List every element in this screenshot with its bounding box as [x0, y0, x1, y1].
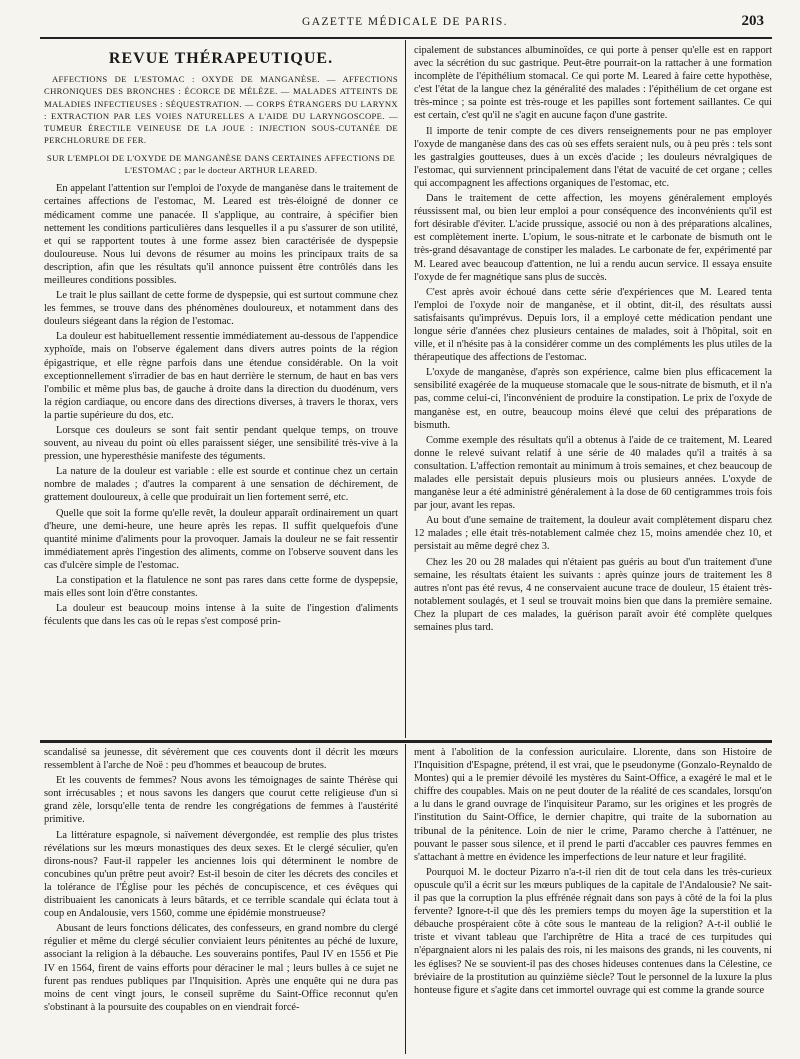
- paragraph: Comme exemple des résultats qu'il a obtenus à l'aide de ce traitement, M. Leared donne le relevé suivant relatif à une série de 40 malades qu'il a traités à sa consultation. L'affection remontait au minimum à trois semaines, et chez beaucoup de malades elle persistait depuis plusieurs mois ou plusieurs années. L'oxyde de manganèse leur a été administré généralement à la dose de 60 centigrammes trois fois par jour, avant les repas.: [414, 434, 772, 512]
- paragraph: C'est après avoir échoué dans cette série d'expériences que M. Leared tenta l'emploi de l'oxyde noir de manganèse, et il obtint, dit-il, des résultats aussi satisfaisants qu'imprévus. Depuis lors, il a employé cette médication pendant une longue série d'années chez plusieurs centaines de malades, soit à l'hôpital, soit en ville, et il n'hésite pas à la considérer comme un des compléments les plus utiles de la thérapeutique des affections de l'estomac.: [414, 286, 772, 364]
- paragraph: Dans le traitement de cette affection, les moyens généralement employés réussissent mal, ou bien leur emploi a pour conséquence des inconvénients qu'il est fort désirable d'éviter. L'acide prussique, associé ou non à des préparations alcalines, est complètement inerte. L'opium, le sous-nitrate et le carbonate de bismuth ont le très-grand désavantage de constiper les malades. Le carbonate de fer, expérimenté par M. Leared avec beaucoup d'attention, ne lui a rendu aucun service. Il essaya ensuite l'oxyde de fer magnétique sans plus de succès.: [414, 193, 772, 283]
- upper-left-column: [44, 44, 398, 738]
- paragraph: cipalement de substances albuminoïdes, ce qui porte à penser qu'elle est en rapport avec la sécrétion du suc gastrique. Peut-être pourrait-on la rattacher à une formation incomplète de l'épithélium stomacal. Ce qui porte M. Leared à faire cette hypothèse, c'est l'état de la langue chez la généralité des malades : l'épithélium de cet organe est très-mince ; sa pointe est très-rouge et les papilles sont fortement saillantes. Ce qui est certain, c'est qu'il ne s'agit en aucune façon d'une gastrite.: [414, 45, 772, 122]
- section-separator-rule: [40, 740, 772, 743]
- paragraph: Et les couvents de femmes? Nous avons les témoignages de sainte Thérèse qui sont irrécusables ; et nous savons les dangers que courut cette religieuse d'un si grand zèle, lorsqu'elle tenta de rendre les congrégations de femmes à l'austérité primitive.: [44, 775, 398, 826]
- paragraph: L'oxyde de manganèse, d'après son expérience, calme bien plus efficacement la sensibilité exagérée de la muqueuse stomacale que le sous-nitrate de bismuth, et il n'a pas, comme celui-ci, l'inconvénient de produire la constipation. Le prix de l'oxyde de manganèse est, en outre, beaucoup moins élevé que celui des préparations de bismuth.: [414, 367, 772, 431]
- paragraph: ment à l'abolition de la confession auriculaire. Llorente, dans son Histoire de l'Inquisition d'Espagne, prétend, il est vrai, que le pseudonyme (Gonzalo-Reynaldo de Montes) qui a le premier dévoilé les mystères du Saint-Office, a exagéré le mal et le chiffre des coupables. Mais on ne peut douter de la réalité de ces scandales, lorsqu'on a lu dans le grand ouvrage de l'inquisiteur Paramo, sur les origines et les progrès de l'institution du Saint-Office, le dernier chapitre, qui traite de la subornation au tribunal de la pénitence. Loin de nier le crime, Paramo cherche à l'atténuer, ne pouvant le passer sous silence, et il prend le parti d'accabler ces pauvres femmes en s'attachant à mettre en évidence les imperfections de leur nature et leur fragilité.: [414, 747, 772, 863]
- paragraph: La douleur est beaucoup moins intense à la suite de l'ingestion d'aliments féculents que dans les cas où le repas s'est composé prin-: [44, 603, 398, 628]
- article-title: SUR L'EMPLOI DE L'OXYDE DE MANGANÈSE DANS CERTAINES AFFECTIONS DE L'ESTOMAC ; par le docteur ARTHUR LEARED.: [46, 153, 396, 176]
- paragraph: Le trait le plus saillant de cette forme de dyspepsie, qui est surtout commune chez les femmes, se trouve dans des phénomènes douloureux, et notamment dans des douleurs siégeant dans la région de l'estomac.: [44, 290, 398, 328]
- paragraph: scandalisé sa jeunesse, dit sévèrement que ces couvents dont il décrit les mœurs ressemblent à l'arche de Noë : peu d'hommes et beaucoup de brutes.: [44, 747, 398, 772]
- column-divider-upper: [405, 40, 406, 738]
- paragraph: Chez les 20 ou 28 malades qui n'étaient pas guéris au bout d'un traitement d'une semaine, les résultats étaient les suivants : après quinze jours de traitement les 8 autres n'ont pas été revus, 4 ne conservaient aucune trace de douleur, 15 étaient très-notablement soulagés, et 1 seul se trouvait moins bien que dans la première semaine. Chez la plupart de ces malades, la guérison paraît avoir été complète quelques semaines plus tard.: [414, 556, 772, 634]
- paragraph: Quelle que soit la forme qu'elle revêt, la douleur apparaît ordinairement un quart d'heure, une demi-heure, une heure après les repas. Il suffit quelquefois d'une quantité minime d'aliments pour la provoquer. Jamais la douleur ne se fait ressentir immédiatement après l'ingestion des aliments, comme on l'observe souvent dans les cas d'ulcère simple de l'estomac.: [44, 507, 398, 571]
- paragraph: La douleur est habituellement ressentie immédiatement au-dessous de l'appendice xyphoïde, mais on l'observe également dans divers autres points de la région épigastrique, et elle règne parfois dans une étendue considérable. On la voit exceptionnellement s'irradier de bas en haut derrière le sternum, de haut en bas vers l'ombilic et même plus bas, de gauche à droite dans la direction du duodénum, vers la région cardiaque, ou encore dans des directions diverses, à travers le thorax, vers la partie supérieure du dos, etc.: [44, 331, 398, 421]
- lower-right-column: [414, 746, 772, 1054]
- header-rule: [40, 37, 772, 39]
- column-divider-lower: [405, 744, 406, 1054]
- paragraph: La constipation et la flatulence ne sont pas rares dans cette forme de dyspepsie, mais elles sont loin d'être constantes.: [44, 575, 398, 600]
- paragraph: Pourquoi M. le docteur Pizarro n'a-t-il rien dit de tout cela dans les très-curieux opuscule qu'il a écrit sur les mœurs publiques de la capitale de l'Andalousie? Ne sait-il pas que la corruption la plus effrénée régnait dans son pays à côté de la foi la plus fervente? Ignore-t-il que dès les premiers temps du moyen âge la superstition et la débauche prospéraient côte à côte sous le manteau de la religion? A-t-il oublié le triste et vivant tableau que l'archiprêtre de Hita a tracé de ces turpitudes qui n'épargnaient alors ni les palais des rois, ni les maisons des grands, ni les couvents, ni les églises? Ne se souvient-il pas des choses hideuses contenues dans la Célestine, ce bréviaire de la prostitution au quinzième siècle? Tout le personnel de la luxure la plus honteuse figure et s'agite dans cet immortel ouvrage qui est comme la grande source: [414, 866, 772, 996]
- paragraph: La littérature espagnole, si naïvement dévergondée, est remplie des plus tristes révélations sur les mœurs monastiques des deux sexes. Et le clergé séculier, qu'en dirons-nous? Faut-il rappeler les anciennes lois qui déterminent le nombre de concubines qu'un prêtre peut avoir? Est-il besoin de citer les décrets des conciles et la tolérance de l'Église pour les péchés de concupiscence, et ces évêques qui distribuaient les canonicats à leurs bâtards, et ce terrible scandale qui éclata tout à coup en Andalousie, vers 1560, comme une épidémie monstrueuse?: [44, 829, 398, 920]
- lower-left-column: [44, 746, 398, 1054]
- paragraph: Lorsque ces douleurs se sont fait sentir pendant quelque temps, on trouve souvent, au niveau du point où elles paraissent siéger, une sensibilité très-vive à la pression, une hyperesthésie manifeste des téguments.: [44, 425, 398, 463]
- paragraph: En appelant l'attention sur l'emploi de l'oxyde de manganèse dans le traitement de certaines affections de l'estomac, M. Leared est très-éloigné de donner ce médicament comme une panacée. Il s'applique, au contraire, à spécifier bien nettement les conditions particulières dans lesquelles il a pu s'assurer de son utilité, et qui se rapportent toutes à une forme assez bien caractérisée de dyspepsie douloureuse. Nous lui devons de résumer au moins les principaux traits de sa description, afin que les résultats qu'il annonce puissent être contrôlés dans les meilleures conditions possibles.: [44, 183, 398, 286]
- paragraph: Il importe de tenir compte de ces divers renseignements pour ne pas employer l'oxyde de manganèse dans des cas où ses effets seraient nuls, ou à peu près : tels sont les gastralgies goutteuses, dues à un excès d'acide ; les douleurs névralgiques de l'estomac, qui surviennent principalement dans l'état de vacuité de cet organe ; celles qui accompagnent les affections organiques de l'estomac, etc.: [414, 125, 772, 189]
- paragraph: Abusant de leurs fonctions délicates, des confesseurs, en grand nombre du clergé régulier et même du clergé séculier conviaient leurs pénitentes au péché de luxure, associant la religion à la débauche. Les souverains pontifes, Paul IV en 1556 et Pie IV en 1564, firent de vains efforts pour déraciner le mal ; leurs bulles à ce sujet ne furent pas rendues publiques par l'Inquisition. Après une enquête qui ne dura pas moins de cent vingt jours, le conseil suprême du Saint-Office reconnut qu'en s'obstinant à la poursuite des coupables on en viendrait forcé-: [44, 923, 398, 1013]
- upper-right-column: [414, 44, 772, 738]
- paragraph: Au bout d'une semaine de traitement, la douleur avait complètement disparu chez 12 malades ; elle était très-notablement calmée chez 15, moins amendée chez 10, et persistait au même degré chez 3.: [414, 515, 772, 553]
- page-number: 203: [741, 13, 764, 29]
- running-header: [40, 10, 770, 36]
- section-summary: AFFECTIONS DE L'ESTOMAC : OXYDE DE MANGANÈSE. — AFFECTIONS CHRONIQUES DES BRONCHES : ÉCORCE DE MÉLÈZE. — MALADES ATTEINTS DE MALADIES INFECTIEUSES : SÉQUESTRATION. — CORPS ÉTRANGERS DU LARYNX : EXTRACTION PAR LES VOIES NATURELLES A L'AIDE DU LARYNGOSCOPE. — TUMEUR ÉRECTILE VEINEUSE DE LA JOUE : INJECTION SOUS-CUTANÉE DE PERCHLORURE DE FER.: [44, 74, 398, 146]
- section-title: REVUE THÉRAPEUTIQUE.: [108, 50, 334, 67]
- paragraph: La nature de la douleur est variable : elle est sourde et continue chez un certain nombre de malades ; d'autres la comparent à une sensation de déchirement, de grattement douloureux, à celle que produirait un lien fortement serré, etc.: [44, 466, 398, 504]
- journal-title: GAZETTE MÉDICALE DE PARIS.: [302, 16, 508, 28]
